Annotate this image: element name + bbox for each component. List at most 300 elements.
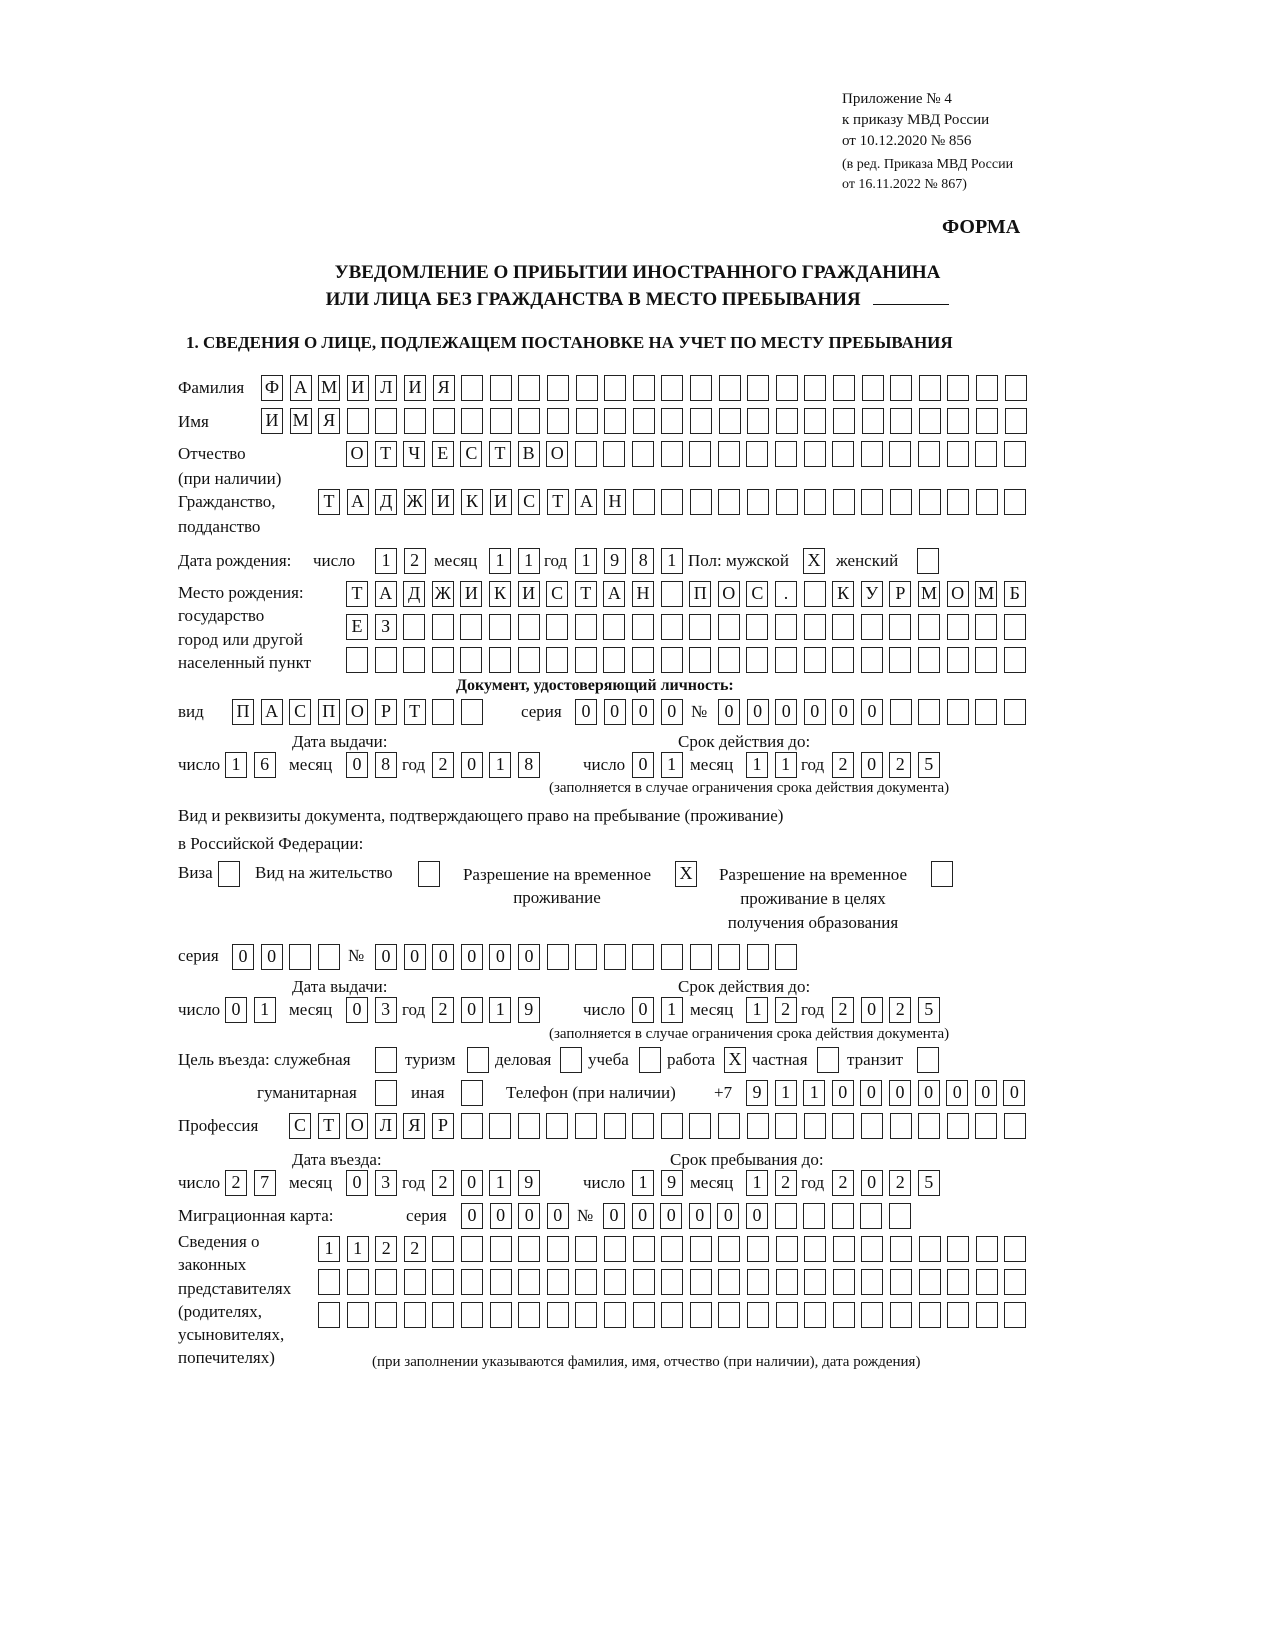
patronymic-cell[interactable] [746, 441, 768, 467]
doc-kind-cell[interactable]: Р [375, 699, 397, 725]
mc-number-cell[interactable] [775, 1203, 797, 1229]
name-cell[interactable] [719, 408, 741, 434]
name-cell[interactable] [1005, 408, 1027, 434]
citizenship-cell[interactable] [661, 489, 683, 515]
birth-year-cell[interactable]: 8 [632, 548, 654, 574]
legal-reps-3-cell[interactable] [375, 1302, 397, 1328]
right-valid-year-cell[interactable]: 5 [918, 997, 940, 1023]
phone-cell[interactable]: 0 [918, 1080, 940, 1106]
birth-place-3-cell[interactable] [975, 647, 997, 673]
birth-place-1-cell[interactable]: Т [575, 581, 597, 607]
profession-cell[interactable] [546, 1113, 568, 1139]
stay-month-cell[interactable]: 2 [775, 1170, 797, 1196]
patronymic-cell[interactable] [832, 441, 854, 467]
doc-series-cell[interactable]: 0 [632, 699, 654, 725]
mc-series-cell[interactable]: 0 [518, 1203, 540, 1229]
surname-cell[interactable]: И [347, 375, 369, 401]
right-issue-day-cell[interactable]: 1 [254, 997, 276, 1023]
citizenship-cell[interactable]: К [461, 489, 483, 515]
patronymic-cell[interactable] [861, 441, 883, 467]
birth-place-2-cell[interactable] [432, 614, 454, 640]
birth-place-2-cell[interactable] [460, 614, 482, 640]
legal-reps-2-cell[interactable] [690, 1269, 712, 1295]
legal-reps-3-cell[interactable] [604, 1302, 626, 1328]
entry-year-cell[interactable]: 1 [489, 1170, 511, 1196]
surname-cell[interactable] [518, 375, 540, 401]
birth-place-2-cell[interactable] [975, 614, 997, 640]
right-issue-day-cell[interactable]: 0 [225, 997, 247, 1023]
legal-reps-1-cell[interactable] [1004, 1236, 1026, 1262]
right-issue-month-cell[interactable]: 0 [346, 997, 368, 1023]
citizenship-cell[interactable] [919, 489, 941, 515]
entry-month-cell[interactable]: 0 [346, 1170, 368, 1196]
mc-number-cell[interactable] [860, 1203, 882, 1229]
patronymic-cell[interactable]: Е [432, 441, 454, 467]
birth-place-2-cell[interactable] [689, 614, 711, 640]
citizenship-cell[interactable] [890, 489, 912, 515]
stay-day-cell[interactable]: 9 [661, 1170, 683, 1196]
phone-cell[interactable]: 0 [832, 1080, 854, 1106]
citizenship-cell[interactable]: А [575, 489, 597, 515]
stay-year-cell[interactable]: 2 [832, 1170, 854, 1196]
legal-reps-1-cell[interactable] [575, 1236, 597, 1262]
birth-place-1-cell[interactable]: А [603, 581, 625, 607]
patronymic-cell[interactable] [603, 441, 625, 467]
birth-place-1-cell[interactable]: К [489, 581, 511, 607]
name-cell[interactable] [776, 408, 798, 434]
surname-cell[interactable] [976, 375, 998, 401]
legal-reps-2-cell[interactable] [347, 1269, 369, 1295]
birth-place-2-cell[interactable] [918, 614, 940, 640]
legal-reps-1-cell[interactable] [861, 1236, 883, 1262]
legal-reps-1-cell[interactable] [833, 1236, 855, 1262]
surname-cell[interactable] [719, 375, 741, 401]
residence-permit-checkbox[interactable] [418, 861, 440, 887]
birth-year-cell[interactable]: 1 [575, 548, 597, 574]
profession-cell[interactable]: Я [403, 1113, 425, 1139]
legal-reps-2-cell[interactable] [604, 1269, 626, 1295]
name-cell[interactable] [833, 408, 855, 434]
profession-cell[interactable]: С [289, 1113, 311, 1139]
birth-place-1-cell[interactable]: М [918, 581, 940, 607]
name-cell[interactable] [747, 408, 769, 434]
entry-year-cell[interactable]: 9 [518, 1170, 540, 1196]
birth-year-cell[interactable]: 9 [604, 548, 626, 574]
right-number-cell[interactable] [661, 944, 683, 970]
profession-cell[interactable] [747, 1113, 769, 1139]
profession-cell[interactable] [518, 1113, 540, 1139]
patronymic-cell[interactable]: Т [489, 441, 511, 467]
right-number-cell[interactable] [718, 944, 740, 970]
doc-issue-year-cell[interactable]: 2 [432, 752, 454, 778]
mc-number-cell[interactable]: 0 [746, 1203, 768, 1229]
surname-cell[interactable] [947, 375, 969, 401]
birth-place-1-cell[interactable]: У [861, 581, 883, 607]
entry-month-cell[interactable]: 3 [375, 1170, 397, 1196]
citizenship-cell[interactable]: Д [375, 489, 397, 515]
legal-reps-1-cell[interactable] [947, 1236, 969, 1262]
surname-cell[interactable] [461, 375, 483, 401]
doc-number-cell[interactable] [1004, 699, 1026, 725]
legal-reps-3-cell[interactable] [718, 1302, 740, 1328]
profession-cell[interactable] [689, 1113, 711, 1139]
birth-place-2-cell[interactable] [575, 614, 597, 640]
birth-place-1-cell[interactable]: Б [1004, 581, 1026, 607]
phone-cell[interactable]: 0 [946, 1080, 968, 1106]
doc-issue-year-cell[interactable]: 1 [489, 752, 511, 778]
patronymic-cell[interactable]: Ч [403, 441, 425, 467]
birth-place-3-cell[interactable] [460, 647, 482, 673]
doc-issue-year-cell[interactable]: 0 [461, 752, 483, 778]
doc-number-cell[interactable] [918, 699, 940, 725]
legal-reps-3-cell[interactable] [919, 1302, 941, 1328]
birth-place-1-cell[interactable]: М [975, 581, 997, 607]
birth-place-2-cell[interactable]: Е [346, 614, 368, 640]
birth-place-3-cell[interactable] [832, 647, 854, 673]
doc-kind-cell[interactable] [432, 699, 454, 725]
patronymic-cell[interactable] [918, 441, 940, 467]
phone-cell[interactable]: 0 [860, 1080, 882, 1106]
purpose-private-checkbox[interactable] [817, 1047, 839, 1073]
birth-place-1-cell[interactable]: Ж [432, 581, 454, 607]
phone-cell[interactable]: 0 [889, 1080, 911, 1106]
legal-reps-2-cell[interactable] [1004, 1269, 1026, 1295]
name-cell[interactable] [890, 408, 912, 434]
citizenship-cell[interactable]: И [490, 489, 512, 515]
name-cell[interactable] [690, 408, 712, 434]
legal-reps-1-cell[interactable] [604, 1236, 626, 1262]
birth-place-1-cell[interactable]: К [832, 581, 854, 607]
mc-number-cell[interactable] [803, 1203, 825, 1229]
name-cell[interactable] [404, 408, 426, 434]
citizenship-cell[interactable] [1004, 489, 1026, 515]
name-cell[interactable] [518, 408, 540, 434]
entry-day-cell[interactable]: 7 [254, 1170, 276, 1196]
legal-reps-2-cell[interactable] [375, 1269, 397, 1295]
legal-reps-3-cell[interactable] [347, 1302, 369, 1328]
legal-reps-1-cell[interactable] [690, 1236, 712, 1262]
surname-cell[interactable] [604, 375, 626, 401]
patronymic-cell[interactable] [975, 441, 997, 467]
birth-place-1-cell[interactable] [661, 581, 683, 607]
profession-cell[interactable] [489, 1113, 511, 1139]
mc-series-cell[interactable]: 0 [461, 1203, 483, 1229]
legal-reps-1-cell[interactable] [890, 1236, 912, 1262]
legal-reps-3-cell[interactable] [461, 1302, 483, 1328]
birth-place-2-cell[interactable]: З [375, 614, 397, 640]
profession-cell[interactable] [832, 1113, 854, 1139]
citizenship-cell[interactable]: А [347, 489, 369, 515]
legal-reps-2-cell[interactable] [776, 1269, 798, 1295]
phone-cell[interactable]: 0 [975, 1080, 997, 1106]
birth-place-2-cell[interactable] [947, 614, 969, 640]
doc-valid-month-cell[interactable]: 1 [746, 752, 768, 778]
patronymic-cell[interactable] [575, 441, 597, 467]
doc-kind-cell[interactable]: Т [404, 699, 426, 725]
purpose-business-checkbox[interactable] [560, 1047, 582, 1073]
surname-cell[interactable] [1005, 375, 1027, 401]
surname-cell[interactable] [633, 375, 655, 401]
birth-place-2-cell[interactable] [603, 614, 625, 640]
doc-valid-month-cell[interactable]: 1 [775, 752, 797, 778]
birth-place-1-cell[interactable]: И [460, 581, 482, 607]
legal-reps-2-cell[interactable] [890, 1269, 912, 1295]
doc-number-cell[interactable]: 0 [747, 699, 769, 725]
surname-cell[interactable]: Л [375, 375, 397, 401]
profession-cell[interactable] [861, 1113, 883, 1139]
right-number-cell[interactable]: 0 [489, 944, 511, 970]
surname-cell[interactable] [804, 375, 826, 401]
right-series-cell[interactable] [289, 944, 311, 970]
name-cell[interactable] [433, 408, 455, 434]
doc-valid-day-cell[interactable]: 0 [632, 752, 654, 778]
entry-day-cell[interactable]: 2 [225, 1170, 247, 1196]
stay-year-cell[interactable]: 2 [889, 1170, 911, 1196]
doc-number-cell[interactable]: 0 [804, 699, 826, 725]
profession-cell[interactable] [804, 1113, 826, 1139]
birth-place-3-cell[interactable] [689, 647, 711, 673]
citizenship-cell[interactable] [747, 489, 769, 515]
doc-issue-month-cell[interactable]: 0 [346, 752, 368, 778]
birth-place-1-cell[interactable]: О [947, 581, 969, 607]
birth-place-1-cell[interactable]: И [518, 581, 540, 607]
legal-reps-2-cell[interactable] [547, 1269, 569, 1295]
doc-number-cell[interactable]: 0 [775, 699, 797, 725]
name-cell[interactable] [976, 408, 998, 434]
birth-place-3-cell[interactable] [346, 647, 368, 673]
legal-reps-2-cell[interactable] [947, 1269, 969, 1295]
sex-male-checkbox[interactable]: X [803, 548, 825, 574]
legal-reps-2-cell[interactable] [747, 1269, 769, 1295]
legal-reps-1-cell[interactable] [490, 1236, 512, 1262]
legal-reps-1-cell[interactable] [633, 1236, 655, 1262]
name-cell[interactable]: Я [318, 408, 340, 434]
birth-place-3-cell[interactable] [432, 647, 454, 673]
legal-reps-3-cell[interactable] [432, 1302, 454, 1328]
doc-kind-cell[interactable]: П [232, 699, 254, 725]
name-cell[interactable] [804, 408, 826, 434]
birth-day-cell[interactable]: 2 [404, 548, 426, 574]
doc-number-cell[interactable]: 0 [861, 699, 883, 725]
doc-number-cell[interactable]: 0 [718, 699, 740, 725]
legal-reps-2-cell[interactable] [404, 1269, 426, 1295]
temp-residence-checkbox[interactable]: X [675, 861, 697, 887]
name-cell[interactable] [375, 408, 397, 434]
legal-reps-1-cell[interactable] [976, 1236, 998, 1262]
legal-reps-3-cell[interactable] [861, 1302, 883, 1328]
birth-place-1-cell[interactable]: С [546, 581, 568, 607]
legal-reps-3-cell[interactable] [947, 1302, 969, 1328]
birth-month-cell[interactable]: 1 [489, 548, 511, 574]
birth-place-2-cell[interactable] [1004, 614, 1026, 640]
doc-number-cell[interactable]: 0 [832, 699, 854, 725]
legal-reps-3-cell[interactable] [690, 1302, 712, 1328]
legal-reps-1-cell[interactable] [518, 1236, 540, 1262]
right-series-cell[interactable]: 0 [232, 944, 254, 970]
citizenship-cell[interactable] [804, 489, 826, 515]
birth-place-2-cell[interactable] [775, 614, 797, 640]
citizenship-cell[interactable]: Т [318, 489, 340, 515]
patronymic-cell[interactable] [1004, 441, 1026, 467]
legal-reps-2-cell[interactable] [461, 1269, 483, 1295]
right-number-cell[interactable]: 0 [375, 944, 397, 970]
legal-reps-1-cell[interactable] [547, 1236, 569, 1262]
doc-kind-cell[interactable]: С [289, 699, 311, 725]
legal-reps-3-cell[interactable] [575, 1302, 597, 1328]
phone-cell[interactable]: 1 [803, 1080, 825, 1106]
birth-month-cell[interactable]: 1 [518, 548, 540, 574]
citizenship-cell[interactable] [718, 489, 740, 515]
profession-cell[interactable] [775, 1113, 797, 1139]
birth-place-2-cell[interactable] [889, 614, 911, 640]
birth-place-2-cell[interactable] [804, 614, 826, 640]
legal-reps-1-cell[interactable] [804, 1236, 826, 1262]
visa-checkbox[interactable] [218, 861, 240, 887]
mc-number-cell[interactable]: 0 [660, 1203, 682, 1229]
legal-reps-2-cell[interactable] [318, 1269, 340, 1295]
legal-reps-2-cell[interactable] [833, 1269, 855, 1295]
patronymic-cell[interactable]: С [460, 441, 482, 467]
surname-cell[interactable]: Я [433, 375, 455, 401]
birth-place-3-cell[interactable] [518, 647, 540, 673]
stay-month-cell[interactable]: 1 [746, 1170, 768, 1196]
purpose-other-checkbox[interactable] [461, 1080, 483, 1106]
purpose-work-checkbox[interactable]: X [724, 1047, 746, 1073]
legal-reps-3-cell[interactable] [661, 1302, 683, 1328]
right-issue-year-cell[interactable]: 9 [518, 997, 540, 1023]
birth-place-3-cell[interactable] [918, 647, 940, 673]
right-number-cell[interactable] [690, 944, 712, 970]
right-number-cell[interactable] [632, 944, 654, 970]
birth-place-3-cell[interactable] [947, 647, 969, 673]
name-cell[interactable] [461, 408, 483, 434]
legal-reps-3-cell[interactable] [547, 1302, 569, 1328]
legal-reps-3-cell[interactable] [976, 1302, 998, 1328]
name-cell[interactable] [633, 408, 655, 434]
name-cell[interactable] [862, 408, 884, 434]
mc-number-cell[interactable] [832, 1203, 854, 1229]
legal-reps-3-cell[interactable] [490, 1302, 512, 1328]
purpose-tourism-checkbox[interactable] [467, 1047, 489, 1073]
name-cell[interactable] [604, 408, 626, 434]
name-cell[interactable] [347, 408, 369, 434]
surname-cell[interactable] [833, 375, 855, 401]
legal-reps-1-cell[interactable] [747, 1236, 769, 1262]
right-series-cell[interactable] [318, 944, 340, 970]
patronymic-cell[interactable]: О [346, 441, 368, 467]
doc-valid-year-cell[interactable]: 2 [889, 752, 911, 778]
legal-reps-3-cell[interactable] [833, 1302, 855, 1328]
citizenship-cell[interactable]: Ж [404, 489, 426, 515]
birth-place-1-cell[interactable]: Т [346, 581, 368, 607]
profession-cell[interactable] [661, 1113, 683, 1139]
mc-number-cell[interactable]: 0 [632, 1203, 654, 1229]
right-number-cell[interactable] [547, 944, 569, 970]
surname-cell[interactable] [490, 375, 512, 401]
doc-series-cell[interactable]: 0 [604, 699, 626, 725]
right-number-cell[interactable] [604, 944, 626, 970]
patronymic-cell[interactable] [947, 441, 969, 467]
birth-place-3-cell[interactable] [746, 647, 768, 673]
birth-place-3-cell[interactable] [861, 647, 883, 673]
surname-cell[interactable]: А [290, 375, 312, 401]
birth-place-3-cell[interactable] [375, 647, 397, 673]
legal-reps-2-cell[interactable] [804, 1269, 826, 1295]
birth-place-1-cell[interactable]: Р [889, 581, 911, 607]
patronymic-cell[interactable]: В [518, 441, 540, 467]
phone-cell[interactable]: 0 [1003, 1080, 1025, 1106]
mc-number-cell[interactable]: 0 [603, 1203, 625, 1229]
right-issue-year-cell[interactable]: 2 [432, 997, 454, 1023]
patronymic-cell[interactable] [889, 441, 911, 467]
name-cell[interactable] [947, 408, 969, 434]
birth-place-3-cell[interactable] [546, 647, 568, 673]
doc-valid-year-cell[interactable]: 5 [918, 752, 940, 778]
citizenship-cell[interactable]: Н [604, 489, 626, 515]
citizenship-cell[interactable]: С [518, 489, 540, 515]
purpose-service-checkbox[interactable] [375, 1047, 397, 1073]
doc-number-cell[interactable] [947, 699, 969, 725]
birth-place-2-cell[interactable] [632, 614, 654, 640]
purpose-study-checkbox[interactable] [639, 1047, 661, 1073]
legal-reps-2-cell[interactable] [518, 1269, 540, 1295]
surname-cell[interactable]: Ф [261, 375, 283, 401]
legal-reps-3-cell[interactable] [776, 1302, 798, 1328]
legal-reps-2-cell[interactable] [432, 1269, 454, 1295]
profession-cell[interactable] [718, 1113, 740, 1139]
right-valid-year-cell[interactable]: 2 [889, 997, 911, 1023]
legal-reps-2-cell[interactable] [976, 1269, 998, 1295]
legal-reps-3-cell[interactable] [318, 1302, 340, 1328]
birth-place-1-cell[interactable] [804, 581, 826, 607]
right-valid-month-cell[interactable]: 1 [746, 997, 768, 1023]
profession-cell[interactable] [604, 1113, 626, 1139]
doc-series-cell[interactable]: 0 [661, 699, 683, 725]
doc-kind-cell[interactable] [461, 699, 483, 725]
stay-year-cell[interactable]: 5 [918, 1170, 940, 1196]
birth-place-3-cell[interactable] [718, 647, 740, 673]
surname-cell[interactable] [547, 375, 569, 401]
right-number-cell[interactable]: 0 [432, 944, 454, 970]
birth-place-3-cell[interactable] [489, 647, 511, 673]
legal-reps-3-cell[interactable] [1004, 1302, 1026, 1328]
patronymic-cell[interactable] [632, 441, 654, 467]
doc-series-cell[interactable]: 0 [575, 699, 597, 725]
legal-reps-1-cell[interactable]: 2 [404, 1236, 426, 1262]
legal-reps-2-cell[interactable] [919, 1269, 941, 1295]
legal-reps-1-cell[interactable] [461, 1236, 483, 1262]
legal-reps-3-cell[interactable] [518, 1302, 540, 1328]
patronymic-cell[interactable] [804, 441, 826, 467]
birth-place-1-cell[interactable]: Н [632, 581, 654, 607]
legal-reps-2-cell[interactable] [575, 1269, 597, 1295]
birth-place-1-cell[interactable]: Д [403, 581, 425, 607]
right-valid-year-cell[interactable]: 2 [832, 997, 854, 1023]
birth-place-1-cell[interactable]: А [375, 581, 397, 607]
birth-place-3-cell[interactable] [661, 647, 683, 673]
citizenship-cell[interactable]: Т [547, 489, 569, 515]
name-cell[interactable] [547, 408, 569, 434]
doc-issue-year-cell[interactable]: 8 [518, 752, 540, 778]
legal-reps-1-cell[interactable] [919, 1236, 941, 1262]
surname-cell[interactable] [747, 375, 769, 401]
birth-year-cell[interactable]: 1 [661, 548, 683, 574]
birth-place-3-cell[interactable] [403, 647, 425, 673]
profession-cell[interactable] [632, 1113, 654, 1139]
right-number-cell[interactable] [775, 944, 797, 970]
legal-reps-1-cell[interactable] [776, 1236, 798, 1262]
doc-kind-cell[interactable]: О [346, 699, 368, 725]
